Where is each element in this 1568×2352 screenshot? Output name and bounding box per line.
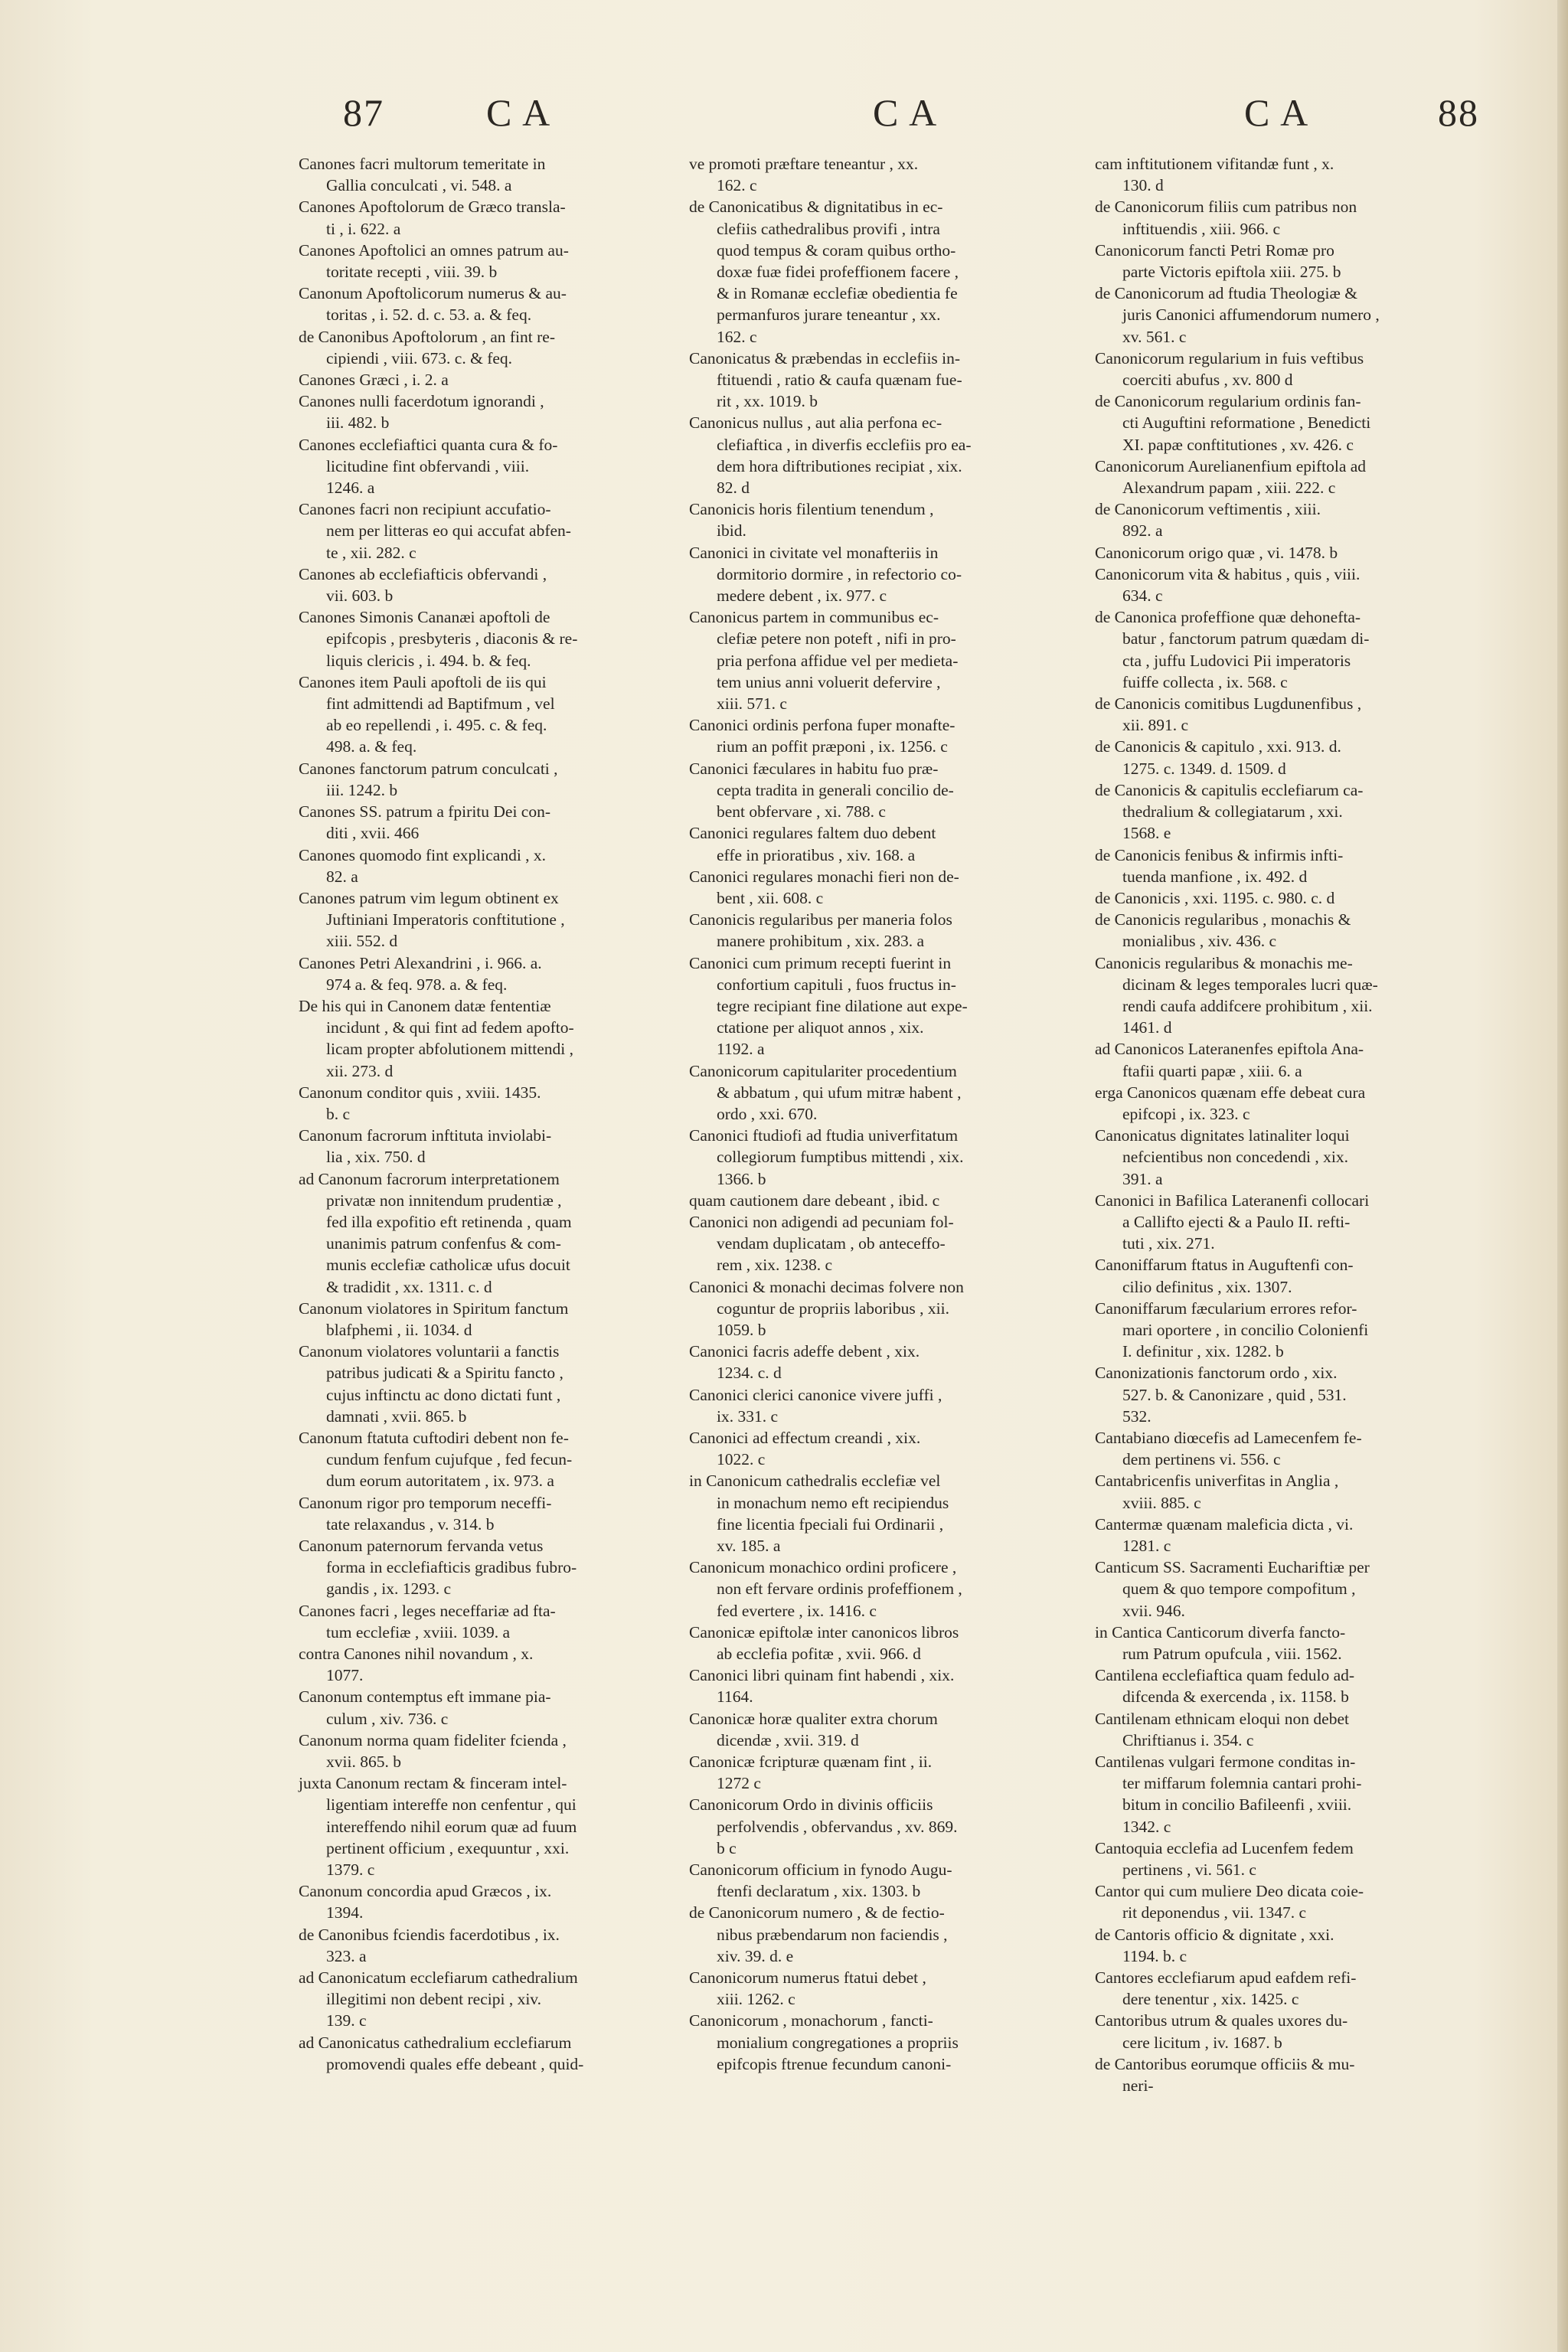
index-entry: Canonici in Bafilica Lateranenfi collocari a Callifto ejecti & a Paulo II. refti- tuti , xix. 271.	[1095, 1191, 1370, 1253]
page-edge	[1557, 0, 1568, 2352]
index-entry: de Canonicorum filiis cum patribus non inftituendis , xiii. 966. c	[1095, 198, 1357, 238]
index-entry: Cantermæ quænam maleficia dicta , vi. 1281. c	[1095, 1514, 1354, 1555]
index-entry: Canonicus nullus , aut alia perfona ec- clefiaftica , in diverfis ecclefiis pro ea- dem hora diftributiones recipiat , xix. 82. d	[689, 413, 972, 498]
index-entry: Canones Apoftolici an omnes patrum au- toritate recepti , viii. 39. b	[299, 240, 569, 282]
index-entry: de Canonicis fenibus & infirmis infti- tuenda manfione , ix. 492. d	[1095, 845, 1344, 886]
index-entry: Canonici ftudiofi ad ftudia univerfitatum collegiorum fumptibus mittendi , xix. 1366. b	[689, 1126, 964, 1188]
index-entry: erga Canonicos quænam effe debeat cura epifcopi , ix. 323. c	[1095, 1083, 1366, 1123]
index-entry: Cantabricenfis univerfitas in Anglia , xviii. 885. c	[1095, 1472, 1339, 1512]
index-entry: Canonizationis fanctorum ordo , xix. 527. b. & Canonizare , quid , 531. 532.	[1095, 1364, 1347, 1426]
index-entry: ad Canonicatus cathedralium ecclefiarum promovendi quales effe debeant , quid-	[299, 2033, 584, 2073]
index-entry: Canonum contemptus eft immane pia- culum , xiv. 736. c	[299, 1687, 551, 1728]
index-entry: Canonicorum , monachorum , fancti- monialium congregationes a propriis epifcopis ftrenue fecundum canoni-	[689, 2011, 959, 2073]
index-entry: Canonici cum primum recepti fuerint in confortium capituli , fuos fructus in- tegre recipiant fine dilatione aut expe- ctatione per aliquot annos , xix. 1192. a	[689, 953, 968, 1059]
index-entry: Canones facri multorum temeritate in Gallia conculcati , vi. 548. a	[299, 155, 546, 195]
index-entry: Canonici ordinis perfona fuper monafte- rium an poffit præponi , ix. 1256. c	[689, 716, 956, 756]
index-entry: Canonicorum numerus ftatui debet , xiii. 1262. c	[689, 1968, 926, 2009]
index-entry: de Canonicorum ad ftudia Theologiæ & juris Canonici affumendorum numero , xv. 561. c	[1095, 284, 1380, 346]
left-running-head: C A	[486, 91, 552, 134]
index-entry: ad Canonicatum ecclefiarum cathedralium illegitimi non debent recipi , xiv. 139. c	[299, 1968, 578, 2030]
index-entry: Canonici in civitate vel monafteriis in dormitorio dormire , in refectorio co- medere debent , ix. 977. c	[689, 543, 962, 606]
index-entry: Canonici facris adeffe debent , xix. 1234. c. d	[689, 1342, 920, 1383]
index-entry: Canones quomodo fint explicandi , x. 82. a	[299, 845, 547, 886]
index-entry: Canones patrum vim legum obtinent ex Juftiniani Imperatoris conftitutione , xiii. 552. d	[299, 888, 565, 951]
index-entry: Canonicæ horæ qualiter extra chorum dicendæ , xvii. 319. d	[689, 1709, 938, 1749]
index-entry: de Canonicis regularibus , monachis & monialibus , xiv. 436. c	[1095, 910, 1351, 951]
index-entry: Canonicis regularibus & monachis me- dicinam & leges temporales lucri quæ- rendi caufa addifcere prohibitum , xii. 1461. d	[1095, 953, 1378, 1037]
index-column-2	[689, 153, 1080, 2075]
index-entry: Canonici clerici canonice vivere juffi , ix. 331. c	[689, 1385, 942, 1426]
index-entry: ad Canonum facrorum interpretationem privatæ non innitendum prudentiæ , fed illa expofitio eft retinenda , quam unanimis patrum confenfus & com- munis ecclefiæ catholicæ ufus docuit & tradidit , xx. 1311. c. d	[299, 1169, 572, 1296]
index-entry: Canonicorum fancti Petri Romæ pro parte Victoris epiftola xiii. 275. b	[1095, 240, 1341, 282]
index-entry: quam cautionem dare debeant , ibid. c	[689, 1191, 940, 1210]
index-entry: Cantores ecclefiarum apud eafdem refi- dere tenentur , xix. 1425. c	[1095, 1968, 1357, 2009]
index-entry: Canonicorum regularium in fuis veftibus coerciti abufus , xv. 800 d	[1095, 348, 1364, 390]
index-entry: Canonicorum Ordo in divinis officiis perfolvendis , obfervandus , xv. 869. b c	[689, 1795, 958, 1857]
index-column-3	[1095, 153, 1487, 2096]
index-entry: ve promoti præftare teneantur , xx. 162. c	[689, 155, 919, 195]
index-entry: Canones ab ecclefiafticis obfervandi , vii. 603. b	[299, 564, 547, 606]
index-entry: Canonicorum officium in fynodo Augu- ftenfi declaratum , xix. 1303. b	[689, 1860, 952, 1901]
index-entry: Canoniffarum fæcularium errores refor- mari oportere , in concilio Colonienfi I. definitur , xix. 1282. b	[1095, 1298, 1369, 1361]
index-entry: Canonicatus & præbendas in ecclefiis in- ftituendi , ratio & caufa quænam fue- rit , xx. 1019. b	[689, 348, 962, 411]
index-entry: de Canonicorum regularium ordinis fan- cti Auguftini reformatione , Benedicti XI. papæ conftitutiones , xv. 426. c	[1095, 392, 1371, 454]
index-entry: Cantoquia ecclefia ad Lucenfem fedem pertinens , vi. 561. c	[1095, 1838, 1354, 1880]
index-entry: de Cantoris officio & dignitate , xxi. 1194. b. c	[1095, 1925, 1334, 1965]
index-entry: Canonicorum origo quæ , vi. 1478. b	[1095, 543, 1338, 562]
index-entry: Cantilena ecclefiaftica quam fedulo ad- difcenda & exercenda , ix. 1158. b	[1095, 1666, 1355, 1707]
index-entry: Canonicatus dignitates latinaliter loqui nefcientibus non concedendi , xix. 391. a	[1095, 1126, 1350, 1188]
index-entry: Cantilenam ethnicam eloqui non debet Chriftianus i. 354. c	[1095, 1709, 1349, 1749]
index-entry: Cantor qui cum muliere Deo dicata coie- rit deponendus , vii. 1347. c	[1095, 1882, 1364, 1922]
index-entry: Canonicorum capitulariter procedentium & abbatum , qui ufum mitræ habent , ordo , xxi. 670.	[689, 1061, 962, 1123]
index-entry: Canonicum monachico ordini proficere , non eft fervare ordinis profeffionem , fed evertere , ix. 1416. c	[689, 1558, 962, 1620]
index-entry: de Canonicis , xxi. 1195. c. 980. c. d	[1095, 888, 1335, 907]
right-running-head: C A	[1244, 91, 1310, 134]
index-entry: Canones nulli facerdotum ignorandi , iii. 482. b	[299, 392, 544, 433]
index-entry: Cantilenas vulgari fermone conditas in- ter miffarum folemnia cantari prohi- bitum in concilio Bafileenfi , xviii. 1342. c	[1095, 1753, 1362, 1836]
index-entry: Canonum conditor quis , xviii. 1435. b. c	[299, 1083, 541, 1123]
index-entry: Canonici regulares faltem duo debent effe in prioratibus , xiv. 168. a	[689, 824, 936, 864]
index-entry: Canonici ad effectum creandi , xix. 1022. c	[689, 1428, 921, 1469]
index-entry: Canonici fæculares in habitu fuo præ- cepta tradita in generali concilio de- bent obfervare , xi. 788. c	[689, 759, 954, 822]
index-entry: de Canonibus fciendis facerdotibus , ix. 323. a	[299, 1925, 560, 1965]
index-entry: Cantabiano diœcefis ad Lamecenfem fe- dem pertinens vi. 556. c	[1095, 1428, 1362, 1469]
index-entry: Cantoribus utrum & quales uxores du- cere licitum , iv. 1687. b	[1095, 2011, 1348, 2052]
index-entry: Canones Petri Alexandrini , i. 966. a. 974 a. & feq. 978. a. & feq.	[299, 953, 542, 994]
index-entry: Canones Apoftolorum de Græco transla- ti , i. 622. a	[299, 198, 566, 238]
left-page-number: 87	[343, 91, 384, 134]
index-entry: Canonum concordia apud Græcos , ix. 1394.	[299, 1882, 552, 1922]
index-entry: Canticum SS. Sacramenti Euchariftiæ per quem & quo tempore compofitum , xvii. 946.	[1095, 1558, 1370, 1620]
index-entry: Canonicis regularibus per maneria folos manere prohibitum , xix. 283. a	[689, 910, 952, 951]
index-entry: de Canonicorum veftimentis , xiii. 892. a	[1095, 500, 1321, 541]
index-entry: de Canonicatibus & dignitatibus in ec- clefiis cathedralibus provifi , intra quod tempus & coram quibus ortho- doxæ fuæ fidei profeffionem facere , & in Romanæ ecclefiæ obedientia fe permanfuros jurare teneantur , xx. 162. c	[689, 198, 959, 346]
center-running-head: C A	[873, 91, 939, 134]
index-entry: Canonicus partem in communibus ec- clefiæ petere non poteft , nifi in pro- pria perfona affidue vel per medieta- tem unius anni voluerit defervire , xiii. 571. c	[689, 608, 959, 714]
index-entry: de Canonicis comitibus Lugdunenfibus , xii. 891. c	[1095, 694, 1362, 735]
index-entry: Canones item Pauli apoftoli de iis qui fint admittendi ad Baptifmum , vel ab eo repellendi , i. 495. c. & feq. 498. a. & feq.	[299, 672, 555, 756]
index-entry: Canonum violatores in Spiritum fanctum blafphemi , ii. 1034. d	[299, 1298, 569, 1339]
index-entry: Canonici & monachi decimas folvere non coguntur de propriis laboribus , xii. 1059. b	[689, 1277, 964, 1339]
index-entry: in Canonicum cathedralis ecclefiæ vel in monachum nemo eft recipiendus fine licentia fpeciali fui Ordinarii , xv. 185. a	[689, 1472, 949, 1555]
index-entry: Canones SS. patrum a fpiritu Dei con- diti , xvii. 466	[299, 802, 551, 843]
index-entry: Canonici regulares monachi fieri non de- bent , xii. 608. c	[689, 867, 959, 907]
index-entry: Canonici non adigendi ad pecuniam fol- vendam duplicatam , ob anteceffo- rem , xix. 1238. c	[689, 1212, 954, 1275]
index-entry: Canonum ftatuta cuftodiri debent non fe- cundum fenfum cujufque , fed fecun- dum eorum autoritatem , ix. 973. a	[299, 1428, 573, 1491]
index-entry: Canonicæ fcripturæ quænam fint , ii. 1272 c	[689, 1753, 933, 1793]
index-entry: De his qui in Canonem datæ fententiæ incidunt , & qui fint ad fedem apofto- licam propter abfolutionem mittendi , xii. 273. d	[299, 996, 574, 1080]
index-entry: Canonicis horis filentium tenendum , ibid.	[689, 500, 934, 541]
index-entry: Canoniffarum ftatus in Auguftenfi con- cilio definitus , xix. 1307.	[1095, 1256, 1354, 1296]
index-entry: Canonum rigor pro temporum neceffi- tate relaxandus , v. 314. b	[299, 1493, 552, 1534]
index-entry: de Cantoribus eorumque officiis & mu- neri-	[1095, 2054, 1355, 2096]
page-header	[0, 90, 1568, 159]
index-entry: Canonum Apoftolicorum numerus & au- toritas , i. 52. d. c. 53. a. & feq.	[299, 284, 567, 325]
index-entry: Canones facri , leges neceffariæ ad fta- tum ecclefiæ , xviii. 1039. a	[299, 1601, 556, 1642]
index-entry: Canonum facrorum inftituta inviolabi- lia , xix. 750. d	[299, 1126, 552, 1167]
index-entry: cam inftitutionem vifitandæ funt , x. 130. d	[1095, 155, 1334, 195]
index-entry: juxta Canonum rectam & finceram intel- ligentiam intereffe non cenfentur , qui intereffendo nihil eorum quæ ad fuum pertinent officium , exequuntur , xxi. 1379. c	[299, 1774, 577, 1880]
index-entry: Canonum violatores voluntarii a fanctis patribus judicati & a Spiritu fancto , cujus inftinctu ac dono dictati funt , damnati , xvii. 865. b	[299, 1342, 564, 1426]
index-entry: Canonici libri quinam fint habendi , xix. 1164.	[689, 1666, 955, 1707]
index-entry: ad Canonicos Lateranenfes epiftola Ana- ftafii quarti papæ , xiii. 6. a	[1095, 1040, 1364, 1080]
right-page-number: 88	[1438, 91, 1479, 134]
index-entry: de Canonicis & capitulo , xxi. 913. d. 1275. c. 1349. d. 1509. d	[1095, 737, 1341, 778]
index-entry: in Cantica Canticorum diverfa fancto- rum Patrum opufcula , viii. 1562.	[1095, 1622, 1346, 1664]
index-entry: Canonum norma quam fideliter fcienda , xvii. 865. b	[299, 1730, 567, 1772]
index-entry: Canonicorum Aurelianenfium epiftola ad Alexandrum papam , xiii. 222. c	[1095, 456, 1367, 498]
index-entry: Canones Græci , i. 2. a	[299, 371, 449, 390]
index-entry: contra Canones nihil novandum , x. 1077.	[299, 1645, 534, 1685]
index-entry: de Canonicorum numero , & de fectio- nibus præbendarum non faciendis , xiv. 39. d. e	[689, 1903, 948, 1965]
index-entry: Canonicæ epiftolæ inter canonicos libros ab ecclefia pofitæ , xvii. 966. d	[689, 1622, 959, 1664]
index-entry: de Canonicis & capitulis ecclefiarum ca- thedralium & collegiatarum , xxi. 1568. e	[1095, 780, 1364, 843]
index-column-1	[299, 153, 689, 2075]
index-entry: Canonicorum vita & habitus , quis , viii. 634. c	[1095, 564, 1361, 606]
index-entry: de Canonica profeffione quæ dehonefta- batur , fanctorum patrum quædam di- cta , juffu Ludovici Pii imperatoris fuiffe collecta , ix. 568. c	[1095, 608, 1370, 691]
index-entry: Canones Simonis Cananæi apoftoli de epifcopis , presbyteris , diaconis & re- liquis clericis , i. 494. b. & feq.	[299, 608, 578, 670]
index-entry: de Canonibus Apoftolorum , an fint re- cipiendi , viii. 673. c. & feq.	[299, 327, 555, 368]
index-entry: Canonum paternorum fervanda vetus forma in ecclefiafticis gradibus fubro- gandis , ix. 1293. c	[299, 1537, 577, 1599]
index-entry: Canones fanctorum patrum conculcati , iii. 1242. b	[299, 759, 558, 799]
index-entry: Canones facri non recipiunt accufatio- nem per litteras eo qui accufat abfen- te , xii. 282. c	[299, 500, 571, 562]
index-entry: Canones ecclefiaftici quanta cura & fo- licitudine fint obfervandi , viii. 1246. a	[299, 435, 558, 498]
